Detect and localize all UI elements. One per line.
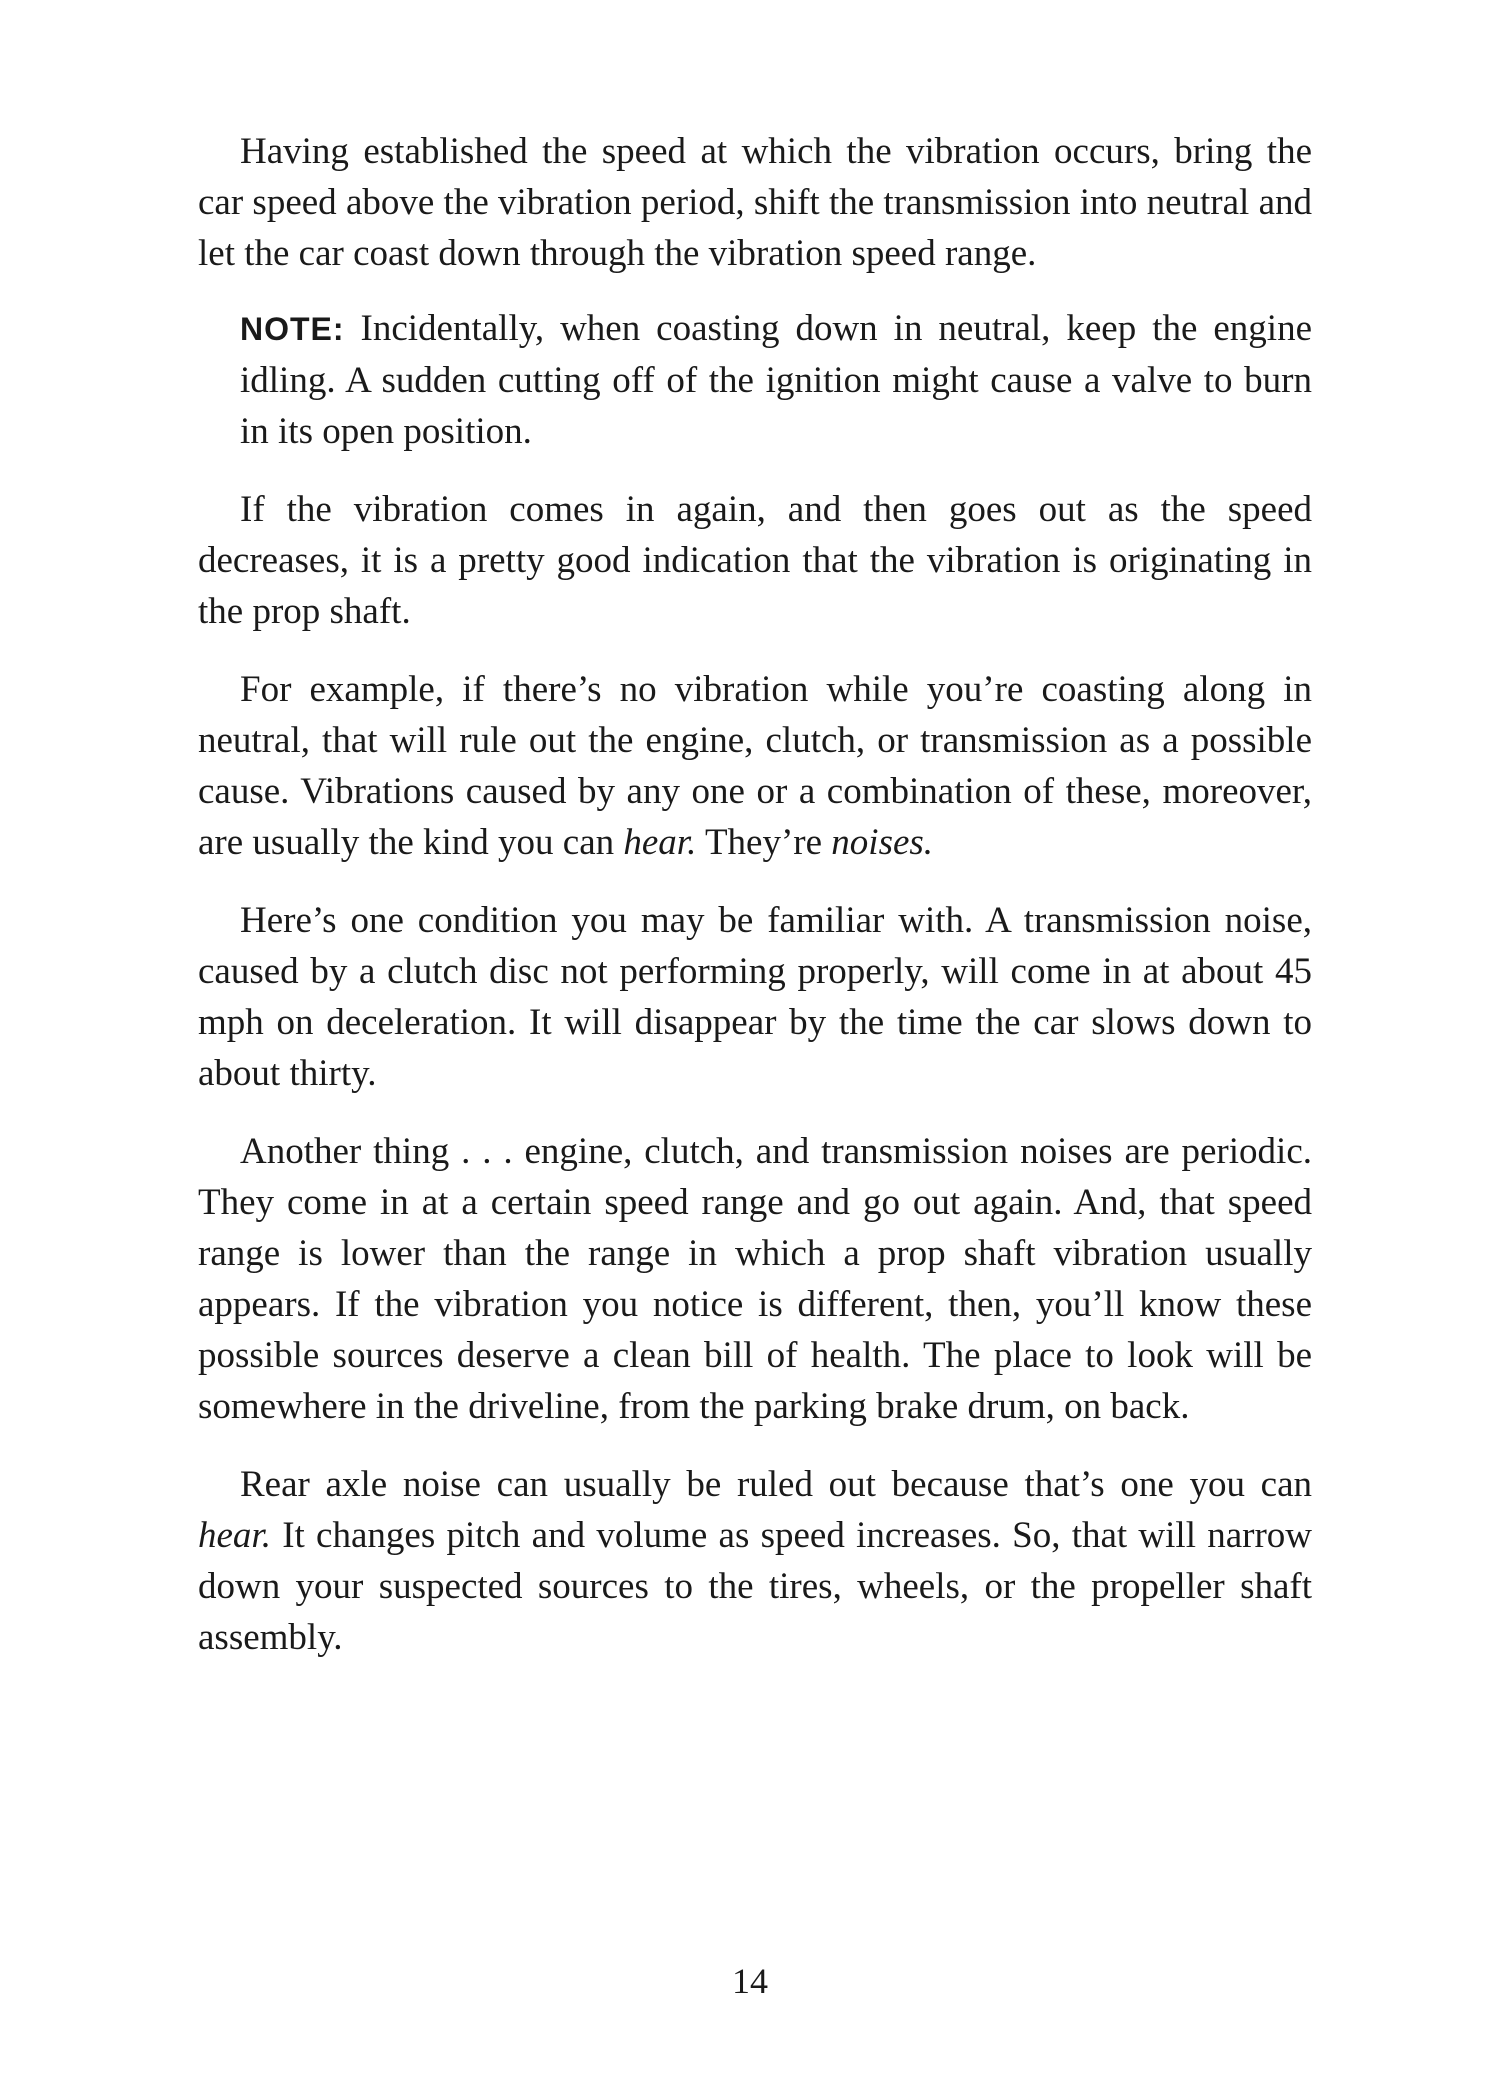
emphasis-noises: noises.: [831, 822, 934, 863]
paragraph-clutch-condition: Here’s one condition you may be familiar with. A transmission noise, caused by a clutch disc not performing properly, will come in at about 45 mph on deceleration. It will disappear by the time the car slows down to about thirty.: [198, 900, 1312, 1094]
paragraph-rear-axle: [198, 1459, 1312, 1663]
page-body: [198, 126, 1312, 1663]
note-label: NOTE:: [240, 311, 345, 347]
paragraph-coast-test: Having established the speed at which the vibration occurs, bring the car speed above the vibration period, shift the transmission into neutral and let the car coast down through the vibration speed range.: [198, 131, 1312, 274]
paragraph-rear-axle-text: Rear axle noise can usually be ruled out because that’s one you can: [240, 1464, 1312, 1505]
note-block: [240, 303, 1312, 457]
paragraph-example: [198, 664, 1312, 868]
paragraph-periodic-noises: Another thing . . . engine, clutch, and transmission noises are periodic. They come in at a certain speed range and go out again. And, that speed range is lower than the range in which a prop shaft vibration usually appears. If the vibration you notice is different, then, you’ll know these possible sources deserve a clean bill of health. The place to look will be somewhere in the driveline, from the parking brake drum, on back.: [198, 1131, 1312, 1427]
paragraph-example-text-2: They’re: [704, 822, 823, 863]
page-number: 14: [732, 1961, 768, 2001]
emphasis-hear-2: hear.: [198, 1515, 271, 1556]
paragraph-rear-axle-text-2: It changes pitch and volume as speed increases. So, that will narrow down your suspected sources to the tires, wheels, or the propeller shaft assembly.: [198, 1515, 1312, 1658]
emphasis-hear: hear.: [623, 822, 697, 863]
paragraph-prop-shaft-indication: If the vibration comes in again, and then goes out as the speed decreases, it is a pretty good indication that the vibration is originating in the prop shaft.: [198, 489, 1312, 632]
paragraph-example-text: For example, if there’s no vibration while you’re coasting along in neutral, that will rule out the engine, clutch, or transmission as a possible cause. Vibrations caused by any one or a combination of these, moreover, are usually the kind you can: [198, 669, 1312, 863]
note-text: Incidentally, when coasting down in neutral, keep the engine idling. A sudden cutting off of the ignition might cause a valve to burn in its open position.: [240, 308, 1312, 452]
